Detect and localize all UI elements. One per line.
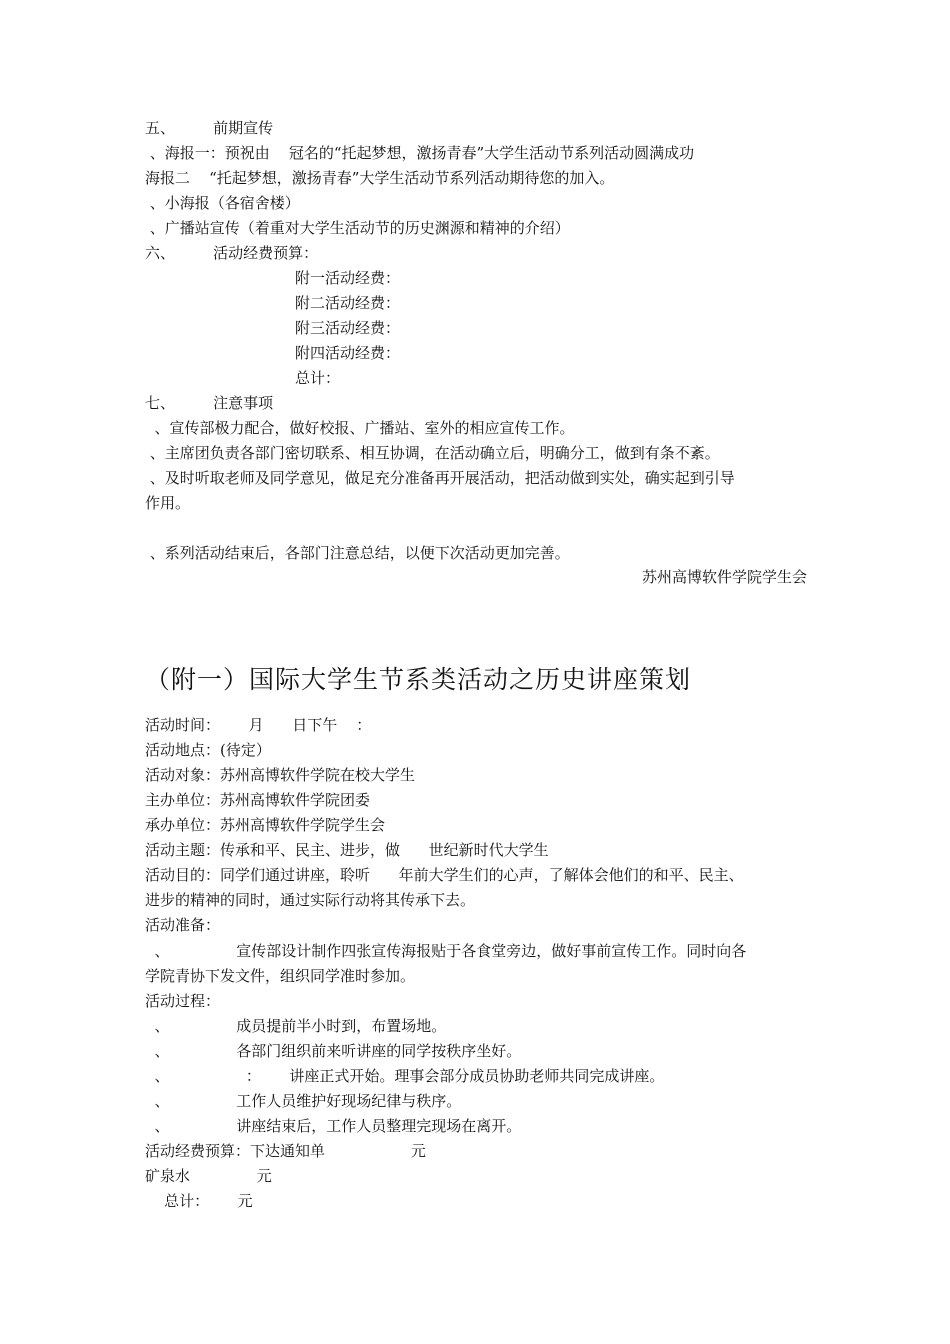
appendix1-process-item-1: 、 成员提前半小时到，布置场地。 (145, 1017, 447, 1035)
section7-item-3-cont: 作用。 (145, 494, 191, 512)
appendix1-process-item-5: 、 讲座结束后，工作人员整理完现场在离开。 (145, 1117, 522, 1135)
section6-item-1: 附一活动经费： (295, 269, 401, 287)
appendix1-host: 主办单位：苏州高博软件学院团委 (145, 791, 371, 809)
appendix1-process-heading: 活动过程： (145, 992, 221, 1010)
section7-item-2: 、主席团负责各部门密切联系、相互协调，在活动确立后，明确分工，做到有条不紊。 (145, 444, 720, 462)
appendix1-process-item-3: 、 ： 讲座正式开始。理事会部分成员协助老师共同完成讲座。 (145, 1067, 665, 1085)
signature: 苏州高博软件学院学生会 (641, 568, 807, 586)
section7-item-4: 、系列活动结束后，各部门注意总结，以便下次活动更加完善。 (145, 544, 570, 562)
section5-item-1: 、海报一：预祝由 冠名的“托起梦想，激扬青春”大学生活动节系列活动圆满成功 (145, 144, 695, 162)
appendix1-process-item-2: 、 各部门组织前来听讲座的同学按秩序坐好。 (145, 1042, 522, 1060)
section6-item-2: 附二活动经费： (295, 294, 401, 312)
appendix1-theme: 活动主题：传承和平、民主、进步，做 世纪新时代大学生 (145, 841, 549, 859)
section7-item-1: 、宣传部极力配合，做好校报、广播站、室外的相应宣传工作。 (145, 419, 575, 437)
appendix1-preparation-cont: 学院青协下发文件，组织同学准时参加。 (145, 967, 416, 985)
section6-item-4: 附四活动经费： (295, 344, 401, 362)
section5-heading: 五、 前期宣传 (145, 119, 274, 137)
appendix1-preparation-heading: 活动准备： (145, 916, 221, 934)
appendix1-budget: 活动经费预算：下达通知单 元 (145, 1142, 426, 1160)
section5-item-2: 海报二 “托起梦想，激扬青春”大学生活动节系列活动期待您的加入。 (145, 169, 615, 187)
appendix1-location: 活动地点：(待定） (145, 741, 271, 759)
appendix1-audience: 活动对象：苏州高博软件学院在校大学生 (145, 766, 416, 784)
section6-total: 总计： (295, 369, 341, 387)
appendix1-purpose: 活动目的：同学们通过讲座，聆听 年前大学生们的心声，了解体会他们的和平、民主、 (145, 866, 744, 884)
appendix1-process-item-4: 、 工作人员维护好现场纪律与秩序。 (145, 1092, 462, 1110)
section5-item-4: 、广播站宣传（着重对大学生活动节的历史渊源和精神的介绍） (145, 219, 570, 237)
section7-item-3: 、及时听取老师及同学意见，做足充分准备再开展活动，把活动做到实处，确实起到引导 (145, 469, 735, 487)
appendix1-budget-water: 矿泉水 元 (145, 1167, 272, 1185)
appendix1-preparation-item: 、 宣传部设计制作四张宣传海报贴于各食堂旁边，做好事前宣传工作。同时向各 (145, 942, 747, 960)
appendix1-purpose-cont: 进步的精神的同时，通过实际行动将其传承下去。 (145, 891, 476, 909)
section5-item-3: 、小海报（各宿舍楼） (145, 194, 300, 212)
appendix1-organizer: 承办单位：苏州高博软件学院学生会 (145, 816, 386, 834)
appendix1-title: （附一）国际大学生节系类活动之历史讲座策划 (145, 665, 692, 694)
section6-heading: 六、 活动经费预算： (145, 244, 319, 262)
appendix1-time: 活动时间： 月 日下午 ： (145, 716, 372, 734)
appendix1-budget-total: 总计： 元 (145, 1192, 253, 1210)
section7-heading: 七、 注意事项 (145, 394, 274, 412)
section6-item-3: 附三活动经费： (295, 319, 401, 337)
